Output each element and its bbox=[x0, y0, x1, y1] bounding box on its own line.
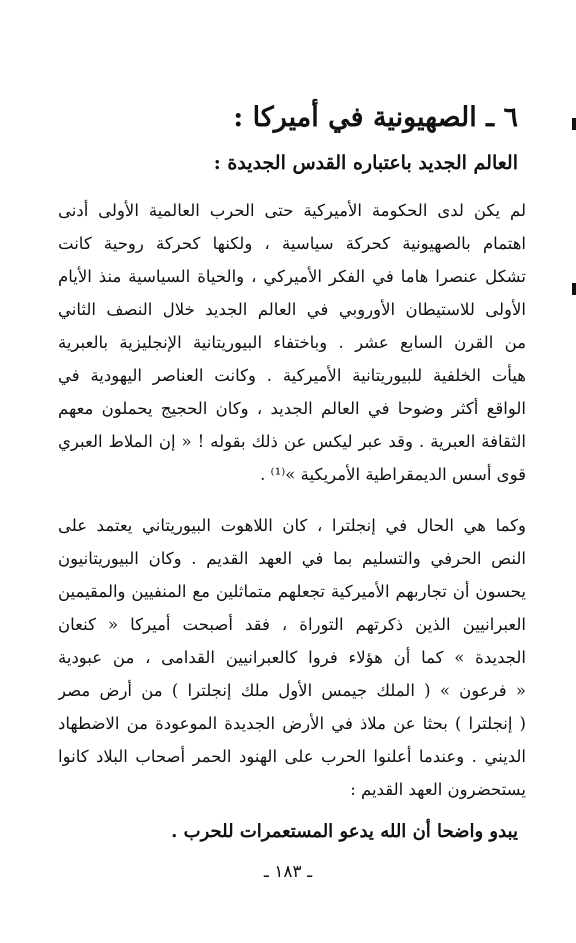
scan-edge-mark bbox=[572, 118, 576, 130]
section-heading: ٦ ـ الصهيونية في أميركا : bbox=[233, 102, 518, 133]
section-subheading: العالم الجديد باعتباره القدس الجديدة : bbox=[213, 152, 518, 174]
paragraph-line: « فرعون » ( الملك جيمس الأول ملك إنجلترا ) من أرض مصر bbox=[58, 681, 526, 700]
closing-quote: يبدو واضحا أن الله يدعو المستعمرات للحرب . bbox=[171, 821, 518, 842]
paragraph-line: يستحضرون العهد القديم : bbox=[350, 780, 526, 799]
paragraph-line: قوى أسس الديمقراطية الأمريكية »⁽¹⁾ . bbox=[260, 465, 526, 484]
paragraph-line: وكما هي الحال في إنجلترا ، كان اللاهوت البيوريتاني يعتمد على bbox=[58, 516, 526, 535]
paragraph-line: الأولى للاستيطان الأوروبي في العالم الجديد خلال النصف الثاني bbox=[58, 300, 526, 319]
paragraph-line: النص الحرفي والتسليم بما في العهد القديم . وكان البيوريتانيون bbox=[58, 549, 526, 568]
paragraph-line: الديني . وعندما أعلنوا الحرب على الهنود الحمر أصحاب البلاد كانوا bbox=[58, 747, 526, 766]
paragraph-line: اهتمام بالصهيونية كحركة سياسية ، ولكنها كحركة روحية كانت bbox=[58, 234, 526, 253]
paragraph-line: الثقافة العبرية . وقد عبر ليكس عن ذلك بقوله ! « إن الملاط العبري bbox=[58, 432, 526, 451]
paragraph-line: ( إنجلترا ) بحثا عن ملاذ في الأرض الجديدة الموعودة من الاضطهاد bbox=[58, 714, 526, 733]
paragraph-1 bbox=[58, 194, 526, 491]
paragraph-line: الجديدة » كما أن هؤلاء فروا كالعبرانيين القدامى ، من عبودية bbox=[58, 648, 526, 667]
paragraph-line: من القرن السابع عشر . وباختفاء البيوريتانية الإنجليزية بالعبرية bbox=[58, 333, 526, 352]
page-number: ـ ١٨٣ ـ bbox=[263, 862, 313, 882]
paragraph-line: العبرانيين الذين ذكرتهم التوراة ، فقد أصبحت أميركا « كنعان bbox=[58, 615, 526, 634]
paragraph-2 bbox=[58, 509, 526, 806]
paragraph-line: الواقع أكثر وضوحا في العالم الجديد ، وكان الحجيج يحملون معهم bbox=[58, 399, 526, 418]
paragraph-line: هيأت الخلفية للبيوريتانية الأميركية . وكانت العناصر اليهودية في bbox=[58, 366, 526, 385]
paragraph-line: يحسون أن تجاربهم الأميركية تجعلهم متماثلين مع المنفيين والمقيمين bbox=[58, 582, 526, 601]
paragraph-line: تشكل عنصرا هاما في الفكر الأميركي ، والحياة السياسية منذ الأيام bbox=[58, 267, 526, 286]
scan-edge-mark bbox=[572, 283, 576, 295]
paragraph-line: لم يكن لدى الحكومة الأميركية حتى الحرب العالمية الأولى أدنى bbox=[58, 201, 526, 220]
